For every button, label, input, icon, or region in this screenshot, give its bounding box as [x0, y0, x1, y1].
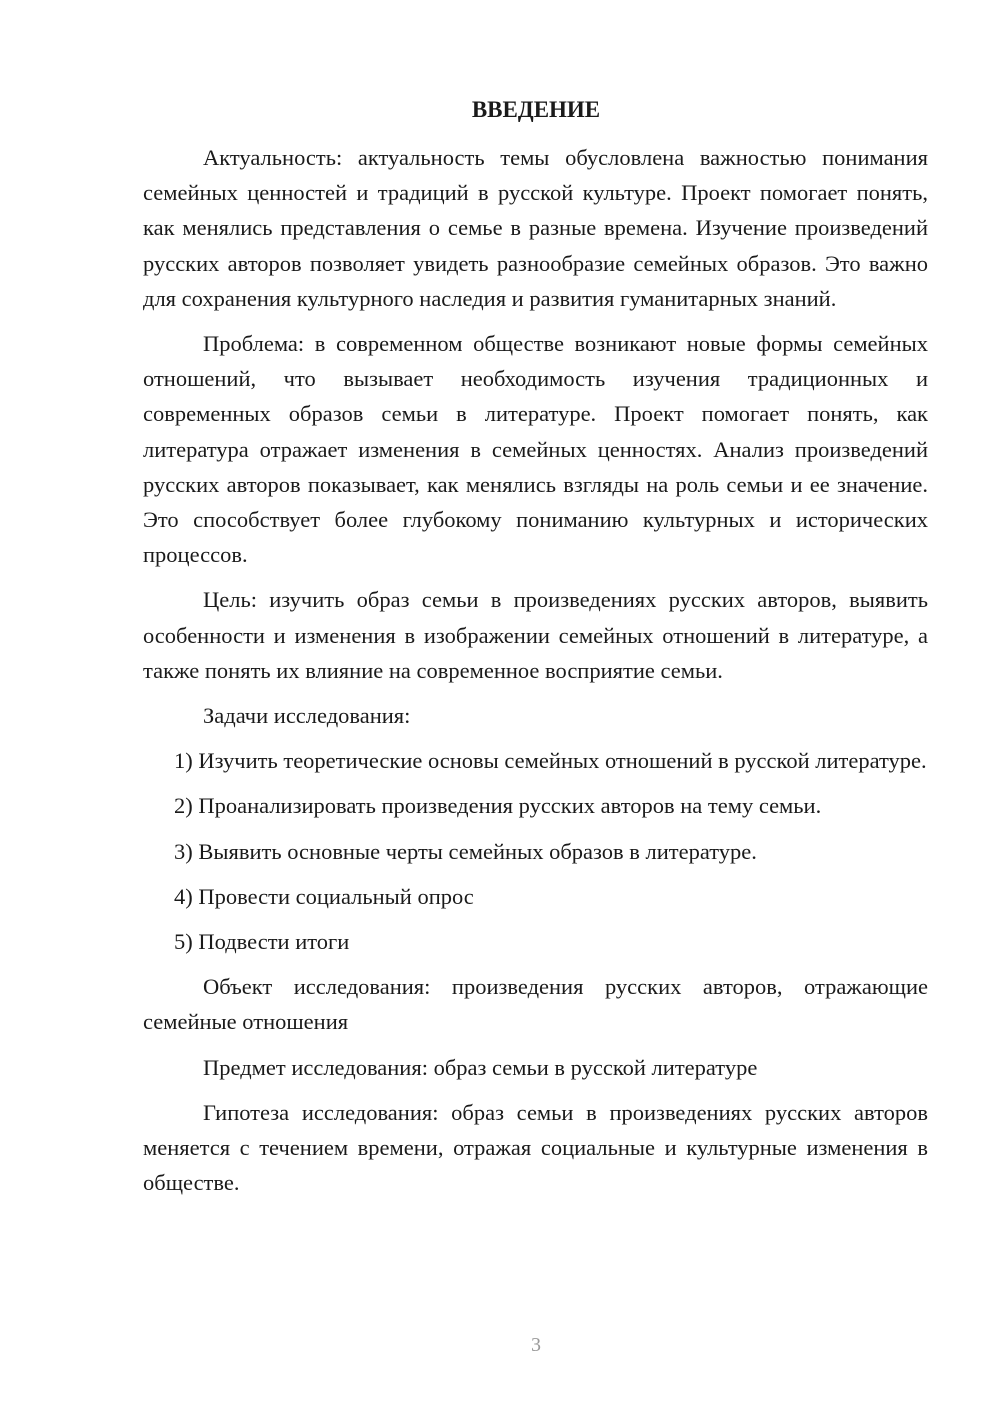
subject-paragraph: Предмет исследования: образ семьи в русской литературе [203, 1054, 758, 1080]
body-text [143, 140, 928, 1200]
object-paragraph: Объект исследования: произведения русских авторов, отражающие семейные отношения [143, 974, 928, 1035]
task-item-2: 2) Проанализировать произведения русских авторов на тему семьи. [174, 793, 822, 819]
task-item-3: 3) Выявить основные черты семейных образов в литературе. [174, 838, 757, 864]
tasks-heading: Задачи исследования: [203, 703, 411, 729]
problem-paragraph: Проблема: в современном обществе возникают новые формы семейных отношений, что вызывает необходимость изучения традиционных и современных образов семьи в литературе. Проект помогает понять, как литература отражает изменения в семейных ценностях. Анализ произведений русских авторов показывает, как менялись взгляды на роль семьи и ее значение. Это способствует более глубокому пониманию культурных и исторических процессов. [143, 331, 928, 568]
task-item-5: 5) Подвести итоги [174, 929, 350, 955]
page-title: ВВЕДЕНИЕ [471, 97, 601, 122]
hypothesis-paragraph: Гипотеза исследования: образ семьи в произведениях русских авторов меняется с течением времени, отражая социальные и культурные изменения в обществе. [143, 1099, 928, 1196]
relevance-paragraph: Актуальность: актуальность темы обусловлена важностью понимания семейных ценностей и традиций в русской культуре. Проект помогает понять, как менялись представления о семье в разные времена. Изучение произведений русских авторов позволяет увидеть разнообразие семейных образов. Это важно для сохранения культурного наследия и развития гуманитарных знаний. [143, 145, 928, 311]
page-number: 3 [531, 1334, 541, 1356]
goal-paragraph: Цель: изучить образ семьи в произведениях русских авторов, выявить особенности и изменения в изображении семейных отношений в литературе, а также понять их влияние на современное восприятие семьи. [143, 587, 928, 683]
task-item-1: 1) Изучить теоретические основы семейных отношений в русской литературе. [174, 748, 927, 774]
task-item-4: 4) Провести социальный опрос [174, 883, 474, 909]
